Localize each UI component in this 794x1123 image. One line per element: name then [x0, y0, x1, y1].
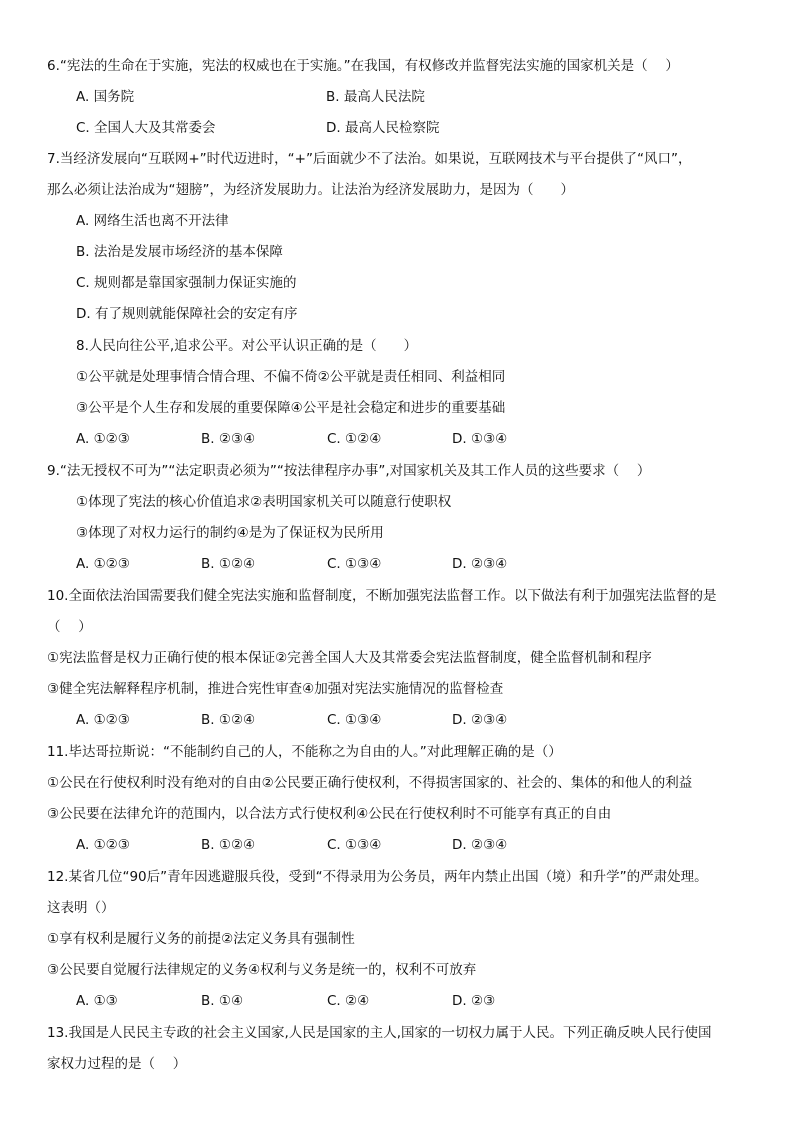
question-6-option-d: D. 最高人民检察院	[326, 120, 440, 136]
question-8-option-a: A. ①②③	[76, 431, 130, 447]
question-9-option-b: B. ①②④	[201, 556, 256, 572]
question-9-items-line-2: ③体现了对权力运行的制约④是为了保证权为民所用	[76, 525, 384, 541]
question-9-option-c: C. ①③④	[327, 556, 382, 572]
question-10-stem-line-1: 10.全面依法治国需要我们健全宪法实施和监督制度，不断加强宪法监督工作。以下做法有利于加强宪法监督的是	[47, 588, 717, 604]
question-7-option-d: D. 有了规则就能保障社会的安定有序	[76, 306, 298, 322]
question-10-stem-line-2: （ ）	[47, 619, 92, 635]
question-9-items-line-1: ①体现了宪法的核心价值追求②表明国家机关可以随意行使职权	[76, 494, 452, 510]
question-10-items-line-1: ①宪法监督是权力正确行使的根本保证②完善全国人大及其常委会宪法监督制度，健全监督机制和程序	[47, 650, 652, 666]
question-8-option-b: B. ②③④	[201, 431, 256, 447]
question-11-items-line-2: ③公民要在法律允许的范围内，以合法方式行使权利④公民在行使权利时不可能享有真正的自由	[47, 806, 612, 822]
question-12-stem-line-1: 12.某省几位“90后”青年因逃避服兵役，受到“不得录用为公务员，两年内禁止出国（境）和升学”的严肃处理。	[47, 869, 708, 885]
question-9-option-d: D. ②③④	[452, 556, 508, 572]
question-11-option-d: D. ②③④	[452, 837, 508, 853]
question-9-option-a: A. ①②③	[76, 556, 130, 572]
question-11-option-a: A. ①②③	[76, 837, 130, 853]
question-10-option-a: A. ①②③	[76, 712, 130, 728]
question-7-stem-line-1: 7.当经济发展向“互联网+”时代迈进时，“+”后面就少不了法治。如果说，互联网技术与平台提供了“风口”，	[47, 151, 692, 167]
question-12-option-b: B. ①④	[201, 993, 244, 1009]
question-13-stem-line-2: 家权力过程的是（ ）	[47, 1056, 187, 1072]
question-11-option-b: B. ①②④	[201, 837, 256, 853]
question-6-stem: 6.“宪法的生命在于实施，宪法的权威也在于实施。”在我国，有权修改并监督宪法实施的国家机关是（ ）	[47, 58, 679, 74]
question-12-items-line-2: ③公民要自觉履行法律规定的义务④权利与义务是统一的，权利不可放弃	[47, 962, 477, 978]
question-12-option-a: A. ①③	[76, 993, 118, 1009]
question-8-items-line-2: ③公平是个人生存和发展的重要保障④公平是社会稳定和进步的重要基础	[76, 400, 506, 416]
question-12-stem-line-2: 这表明（）	[47, 900, 115, 916]
question-11-stem: 11.毕达哥拉斯说：“不能制约自己的人，不能称之为自由的人。”对此理解正确的是（）	[47, 744, 562, 760]
question-7-stem-line-2: 那么必须让法治成为“翅膀”，为经济发展助力。让法治为经济发展助力，是因为（ ）	[47, 182, 574, 198]
question-8-option-d: D. ①③④	[452, 431, 508, 447]
question-7-option-c: C. 规则都是靠国家强制力保证实施的	[76, 275, 297, 291]
question-7-option-b: B. 法治是发展市场经济的基本保障	[76, 244, 283, 260]
question-9-stem: 9.“法无授权不可为”“法定职责必须为”“按法律程序办事”,对国家机关及其工作人员的这些要求（ ）	[47, 463, 651, 479]
question-12-option-d: D. ②③	[452, 993, 496, 1009]
question-10-items-line-2: ③健全宪法解释程序机制，推进合宪性审查④加强对宪法实施情况的监督检查	[47, 681, 504, 697]
question-12-option-c: C. ②④	[327, 993, 370, 1009]
question-6-option-c: C. 全国人大及其常委会	[76, 120, 216, 136]
question-8-items-line-1: ①公平就是处理事情合情合理、不偏不倚②公平就是责任相同、利益相同	[76, 369, 506, 385]
question-12-items-line-1: ①享有权利是履行义务的前提②法定义务具有强制性	[47, 931, 355, 947]
question-8-option-c: C. ①②④	[327, 431, 382, 447]
question-6-option-b: B. 最高人民法院	[326, 89, 425, 105]
question-7-option-a: A. 网络生活也离不开法律	[76, 213, 229, 229]
question-13-stem-line-1: 13.我国是人民民主专政的社会主义国家,人民是国家的主人,国家的一切权力属于人民。下列正确反映人民行使国	[47, 1025, 712, 1041]
question-11-items-line-1: ①公民在行使权利时没有绝对的自由②公民要正确行使权利，不得损害国家的、社会的、集体的和他人的利益	[47, 775, 693, 791]
question-10-option-c: C. ①③④	[327, 712, 382, 728]
question-11-option-c: C. ①③④	[327, 837, 382, 853]
question-6-option-a: A. 国务院	[76, 89, 135, 105]
question-10-option-d: D. ②③④	[452, 712, 508, 728]
question-8-stem: 8.人民向往公平,追求公平。对公平认识正确的是（ ）	[76, 338, 418, 354]
question-10-option-b: B. ①②④	[201, 712, 256, 728]
